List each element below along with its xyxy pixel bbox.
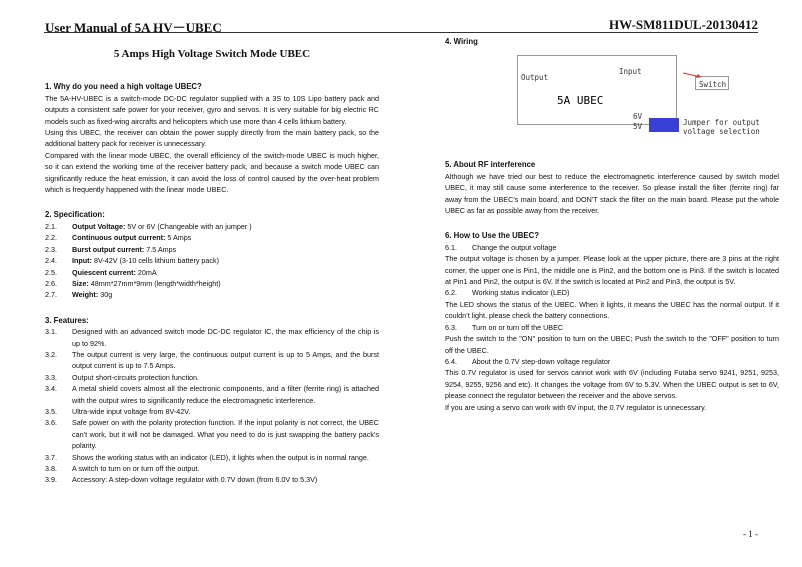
feature-number: 3.2. (45, 349, 57, 359)
spec-item (45, 267, 379, 278)
spec-value: 5V or 6V (Changeable with an jumper ) (125, 221, 252, 231)
section-6-heading: 6. How to Use the UBEC? (445, 231, 540, 241)
usage-subheading (445, 287, 779, 298)
spec-number: 2.2. (45, 233, 57, 243)
feature-text: Output short-circuits protection function. (72, 372, 200, 382)
page-number: - 1 - (743, 529, 758, 539)
feature-number: 3.4. (45, 384, 57, 394)
jumper-5v-label: 5V (633, 122, 643, 132)
spec-label: Continuous output current: (72, 233, 166, 243)
feature-text: Ultra-wide input voltage from 8V-42V. (72, 406, 191, 416)
feature-text: A switch to turn on or turn off the output. (72, 464, 200, 473)
usage-paragraph: This 0.7V regulator is used for servos cannot work with 6V (including Futaba servo 9241, 9251, 9253, 9254, 9255, 9256 and etc). It changes the voltage from 6V to 5.3V. When the UBEC output is set to 6V, please connect the regulator between the receiver and the above servos. (445, 368, 779, 401)
section-3-heading: 3. Features: (45, 315, 89, 325)
feature-item (45, 452, 379, 463)
usage-title: Change the output voltage (472, 242, 557, 252)
section-1-paragraph: The 5A-HV-UBEC is a switch-mode DC-DC regulator supplied with a 3S to 10S Lipo battery pack and outputs a consistent safe power for your receiver, gyro and servos. It is very suitable for big electric RC models such as fixed-wing aircrafts and helicopters which use more than 4 cells lithium battery. (45, 93, 379, 126)
feature-item (45, 417, 379, 451)
usage-title: About the 0.7V step-down voltage regulator (472, 356, 611, 366)
feature-number: 3.5. (45, 406, 57, 416)
feature-item (45, 383, 379, 406)
spec-item (45, 221, 379, 232)
feature-item (45, 326, 379, 349)
spec-number: 2.7. (45, 290, 57, 300)
feature-item (45, 474, 379, 485)
usage-number: 6.1. (445, 242, 457, 252)
spec-label: Weight: (72, 290, 99, 300)
feature-number: 3.9. (45, 475, 57, 485)
spec-label: Burst output current: (72, 244, 145, 254)
feature-number: 3.6. (45, 418, 57, 428)
jumper-note-line-2: voltage selection (683, 127, 760, 137)
feature-item (45, 349, 379, 372)
jumper-6v-label: 6V (633, 112, 643, 122)
header-rule (44, 32, 758, 33)
spec-number: 2.6. (45, 278, 57, 288)
switch-label: Switch (699, 80, 727, 90)
feature-text: Shows the working status with an indicator (LED), it lights when the output is in normal range. (72, 452, 369, 462)
section-1-heading: 1. Why do you need a high voltage UBEC? (45, 82, 202, 92)
usage-number: 6.3. (445, 322, 457, 332)
right-column (445, 36, 779, 413)
spec-label: Input: (72, 256, 92, 266)
spec-item (45, 255, 379, 266)
spec-value: 5 Amps (165, 233, 192, 243)
usage-title: Working status indicator (LED) (472, 288, 570, 298)
spec-value: 7.5 Amps (144, 244, 177, 254)
feature-item (45, 463, 379, 474)
jumper-note-line-1: Jumper for output (683, 118, 760, 128)
usage-title: Turn on or turn off the UBEC (472, 322, 564, 332)
feature-text: Accessory: A step-down voltage regulator with 0.7V down (from 6.0V to 5.3V) (72, 475, 318, 485)
usage-closing-paragraph: If you are using a servo can work with 6V input, the 0.7V regulator is unnecessary. (445, 402, 707, 412)
spec-value: 8V-42V (3-10 cells lithium battery pack) (91, 256, 220, 266)
spec-number: 2.3. (45, 244, 57, 254)
switch-arrow-icon (681, 71, 705, 79)
spec-item (45, 289, 379, 300)
feature-number: 3.7. (45, 452, 57, 462)
header-doc-code: HW-SM811DUL-20130412 (608, 17, 758, 32)
section-5-paragraph: Although we have tried our best to reduce the electromagnetic interference caused by switch model UBEC, it may still cause some interference to the receiver. So please install the filter (ferrite ring) far away from the UBEC’s main board, and DON’T stack the filter on the main board. Please put the whole UBEC as far as possible away from the receiver. (445, 171, 779, 216)
spec-item (45, 278, 379, 289)
section-2-heading: 2. Specification: (45, 210, 105, 220)
usage-subheading (445, 322, 779, 333)
header-title: User Manual of 5A HV－UBEC (45, 20, 222, 35)
feature-text: A metal shield covers almost all the electronic components, and a filter (ferrite ring) is attached with the output wires to significantly reduce the electromagnetic interference. (72, 384, 379, 405)
spec-value: 20mA (135, 267, 157, 277)
feature-item (45, 372, 379, 383)
spec-number: 2.1. (45, 221, 57, 231)
usage-paragraph: The LED shows the status of the UBEC. When it lights, it means the UBEC has the normal output. If it couldn’t light, please check the battery connections. (445, 299, 779, 321)
spec-value: 48mm*27mm*9mm (length*width*height) (88, 278, 221, 288)
feature-text: Safe power on with the polarity protection function. If the input polarity is not correct, the UBEC can’t work, but it will not be damaged. What you need to do is just swapping the battery pack’s polarity. (72, 418, 379, 451)
section-5-heading: 5. About RF interference (445, 160, 536, 170)
spec-label: Size: (72, 278, 89, 288)
section-4-heading: 4. Wiring (445, 37, 478, 46)
ubec-board-outline (517, 55, 677, 125)
usage-number: 6.4. (445, 356, 457, 366)
usage-subheading (445, 242, 779, 253)
ubec-title: 5A UBEC (557, 94, 604, 108)
spec-label: Output Voltage: (72, 221, 126, 231)
feature-text: Designed with an advanced switch mode DC-DC regulator IC, the max efficiency of the chip is up to 92%. (72, 327, 379, 348)
spec-label: Quiescent current: (72, 267, 136, 277)
feature-item (45, 406, 379, 417)
spec-value: 30g (98, 290, 113, 300)
feature-number: 3.3. (45, 372, 57, 382)
usage-paragraph: The output voltage is chosen by a jumper. Please look at the upper picture, there are 3 pins at the right corner, the upper one is Pin1, the middle one is Pin2, and the bottom one is Pin3. If the switch is located at Pin1 and Pin2, the output is 6V. If the switch is located at Pin2 and Pin3, the output is 5V. (445, 254, 779, 287)
spec-item (45, 232, 379, 243)
usage-subheading (445, 356, 779, 367)
section-1-paragraph: Using this UBEC, the receiver can obtain the power supply directly from the main battery pack, so the additional battery pack for receiver is unnecessary. (45, 128, 379, 149)
spec-number: 2.5. (45, 267, 57, 277)
output-label: Output (521, 73, 549, 83)
jumper-block (649, 118, 679, 132)
left-column (45, 36, 379, 486)
spec-number: 2.4. (45, 256, 57, 266)
input-label: Input (619, 67, 642, 77)
feature-number: 3.8. (45, 464, 57, 473)
wiring-diagram (445, 51, 779, 141)
document-title: 5 Amps High Voltage Switch Mode UBEC (113, 48, 311, 60)
spec-item (45, 244, 379, 255)
feature-text: The output current is very large, the continuous output current is up to 5 Amps, and the burst output current is up to 7.5 Amps. (72, 349, 379, 371)
section-1-paragraph: Compared with the linear mode UBEC, the overall efficiency of the switch-mode UBEC is much higher, so it can extend the working time of the receiver battery pack, and because a switch mode UBEC can significantly reduce the heat emission, it can avoid the loss of control caused by the over-heat problem which is frequently happened with the linear mode UBEC. (45, 150, 379, 195)
usage-paragraph: Push the switch to the "ON" position to turn on the UBEC; Push the switch to the "OFF" position to turn off the UBEC. (445, 334, 779, 355)
usage-number: 6.2. (445, 288, 457, 298)
feature-number: 3.1. (45, 327, 57, 337)
